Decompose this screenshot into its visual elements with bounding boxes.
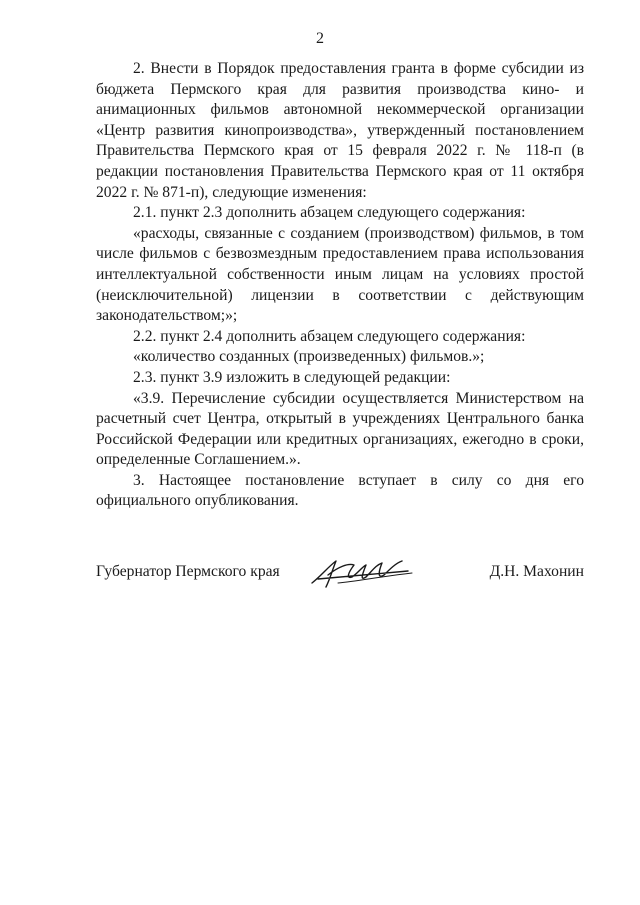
paragraph-item-2-3: 2.3. пункт 3.9 изложить в следующей редакции: [133, 368, 451, 386]
page-number: 2 [316, 30, 324, 47]
handwritten-signature [308, 553, 418, 593]
paragraph-effective-date: 3. Настоящее постановление вступает в силу со дня его официального опубликования. [96, 471, 584, 510]
signer-name: Д.Н. Махонин [489, 563, 584, 580]
paragraph-item-2-1-quote: «расходы, связанные с созданием (производством) фильмов, в том числе фильмов с безвозмездным предоставлением права использования интеллектуальной собственности иным лицам на условиях простой (неисключительной) лицензии в соответствии с действующим законодательством;»; [96, 224, 584, 325]
paragraph-item-2-2: 2.2. пункт 2.4 дополнить абзацем следующего содержания: [133, 327, 526, 345]
paragraph-item-2-2-quote: «количество созданных (произведенных) фильмов.»; [133, 348, 485, 366]
signer-title: Губернатор Пермского края [96, 563, 280, 580]
paragraph-item-2-1: 2.1. пункт 2.3 дополнить абзацем следующего содержания: [133, 204, 526, 222]
paragraph-item-2-3-quote: «3.9. Перечисление субсидии осуществляется Министерством на расчетный счет Центра, открытый в учреждениях Центрального банка Российской Федерации или кредитных организациях, ежегодно в сроки, определенные Соглашением.». [96, 389, 584, 469]
paragraph-amendment-intro: 2. Внести в Порядок предоставления гранта в форме субсидии из бюджета Пермского края для развития производства кино- и анимационных фильмов автономной некоммерческой организации «Центр развития кинопроизводства», утвержденный постановлением Правительства Пермского края от 15 февраля 2022 г. № 118-п (в редакции постановления Правительства Пермского края от 11 октября 2022 г. № 871-п), следующие изменения: [96, 60, 584, 201]
document-body [96, 59, 584, 512]
signature-block [96, 563, 584, 593]
